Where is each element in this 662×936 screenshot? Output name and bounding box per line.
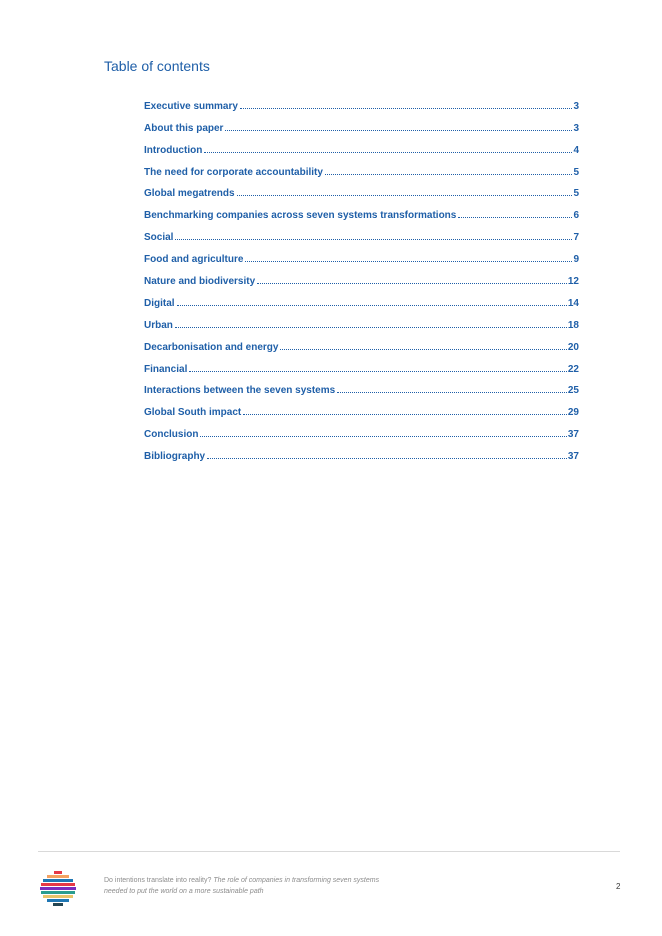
toc-entry-interactions[interactable] — [144, 375, 579, 397]
toc-entry-social[interactable] — [144, 221, 579, 243]
footer-caption — [104, 875, 404, 897]
toc-entry-conclusion[interactable] — [144, 418, 579, 440]
toc-entry-financial[interactable] — [144, 353, 579, 375]
toc-entry-executive-summary[interactable] — [144, 90, 579, 112]
toc-leader-dots — [243, 413, 567, 415]
toc-entry-page: 18 — [567, 319, 579, 331]
striped-globe-logo-icon — [40, 870, 76, 908]
toc-entry-page: 14 — [567, 297, 579, 309]
toc-entry-page: 3 — [573, 122, 579, 134]
toc-entry-page: 3 — [573, 100, 579, 112]
toc-leader-dots — [204, 151, 572, 153]
toc-entry-label: Introduction — [144, 144, 203, 156]
toc-entry-label: Financial — [144, 363, 188, 375]
toc-entry-page: 29 — [567, 407, 579, 419]
page-number: 2 — [616, 882, 621, 891]
toc-leader-dots — [240, 107, 572, 109]
toc-entry-page: 12 — [567, 276, 579, 288]
toc-entry-about-this-paper[interactable] — [144, 112, 579, 134]
toc-entry-bibliography[interactable] — [144, 440, 579, 462]
toc-entry-page: 4 — [573, 144, 579, 156]
toc-entry-nature-biodiversity[interactable] — [144, 265, 579, 287]
toc-entry-label: Urban — [144, 319, 173, 331]
toc-leader-dots — [175, 238, 572, 240]
toc-entry-label: Conclusion — [144, 429, 199, 441]
toc-entry-label: Global South impact — [144, 407, 242, 419]
toc-entry-label: Food and agriculture — [144, 254, 244, 266]
toc-leader-dots — [337, 391, 567, 393]
toc-leader-dots — [177, 304, 567, 306]
toc-entry-page: 5 — [573, 166, 579, 178]
toc-title: Table of contents — [104, 58, 210, 74]
toc-entry-label: Executive summary — [144, 100, 238, 112]
toc-entry-label: Social — [144, 232, 174, 244]
toc-entry-food-agriculture[interactable] — [144, 243, 579, 265]
toc-entry-page: 5 — [573, 188, 579, 200]
toc-entry-label: Interactions between the seven systems — [144, 385, 336, 397]
footer-divider — [38, 851, 620, 852]
toc-entry-corporate-accountability[interactable] — [144, 156, 579, 178]
toc-leader-dots — [257, 282, 567, 284]
toc-leader-dots — [200, 435, 566, 437]
toc-entry-label: Bibliography — [144, 451, 206, 463]
toc-leader-dots — [245, 260, 572, 262]
toc-entry-page: 25 — [567, 385, 579, 397]
toc-leader-dots — [207, 457, 567, 459]
toc-entry-label: Digital — [144, 297, 175, 309]
toc-entry-global-south-impact[interactable] — [144, 396, 579, 418]
toc-entry-label: Nature and biodiversity — [144, 276, 256, 288]
toc-entry-label: The need for corporate accountability — [144, 166, 323, 178]
toc-entry-page: 22 — [567, 363, 579, 375]
toc-leader-dots — [189, 370, 567, 372]
toc-entry-page: 37 — [567, 451, 579, 463]
toc-entry-digital[interactable] — [144, 287, 579, 309]
table-of-contents — [144, 90, 579, 462]
toc-leader-dots — [225, 129, 572, 131]
toc-leader-dots — [325, 173, 573, 175]
toc-entry-page: 37 — [567, 429, 579, 441]
toc-entry-page: 20 — [567, 341, 579, 353]
toc-leader-dots — [458, 216, 572, 218]
toc-entry-page: 6 — [573, 210, 579, 222]
toc-entry-page: 9 — [573, 254, 579, 266]
toc-entry-label: About this paper — [144, 122, 224, 134]
toc-leader-dots — [280, 348, 566, 350]
toc-leader-dots — [237, 194, 573, 196]
toc-entry-global-megatrends[interactable] — [144, 178, 579, 200]
toc-entry-decarbonisation-energy[interactable] — [144, 331, 579, 353]
footer-caption-italic: The role of companies in transforming seven systems needed to put the world on a more sustainable path — [104, 877, 380, 895]
toc-entry-page: 7 — [573, 232, 579, 244]
toc-entry-benchmarking[interactable] — [144, 199, 579, 221]
toc-entry-label: Decarbonisation and energy — [144, 341, 279, 353]
toc-entry-label: Benchmarking companies across seven systems transformations — [144, 210, 457, 222]
toc-entry-introduction[interactable] — [144, 134, 579, 156]
toc-entry-urban[interactable] — [144, 309, 579, 331]
toc-leader-dots — [175, 326, 567, 328]
footer-caption-lead: Do intentions translate into reality? — [104, 877, 214, 884]
toc-entry-label: Global megatrends — [144, 188, 235, 200]
